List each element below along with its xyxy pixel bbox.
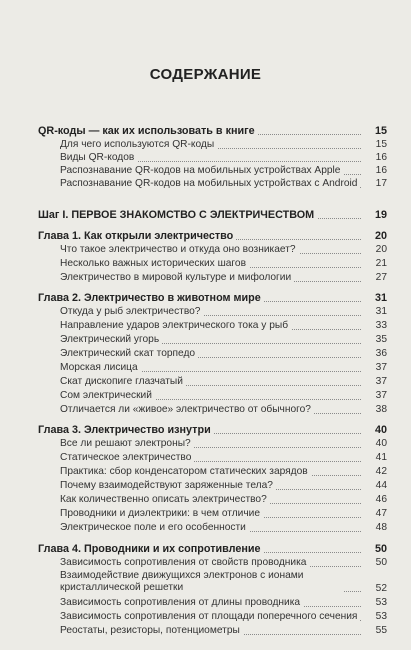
toc-entry-title: Реостаты, резисторы, потенциометры: [60, 624, 243, 638]
toc-entry: [0, 164, 411, 178]
toc-entry: [0, 610, 411, 624]
toc-entry: [0, 138, 411, 152]
toc-entry-title: Глава 4. Проводники и их сопротивление: [38, 542, 264, 556]
toc-entry-title: Электрический угорь: [60, 333, 162, 347]
toc-entry: [0, 465, 411, 479]
toc-entry-title: Все ли решают электроны?: [60, 437, 194, 451]
toc-page-number: 37: [375, 376, 387, 387]
toc-page-number: 52: [375, 583, 387, 594]
toc-entry: [0, 389, 411, 403]
toc-page-number: 36: [375, 348, 387, 359]
toc-page-number: 20: [374, 230, 387, 242]
toc-entry-title: Зависимость сопротивления от площади поперечного сечения: [60, 610, 360, 624]
toc-heading: [0, 208, 411, 222]
toc-heading: [0, 124, 411, 138]
toc-heading: [0, 291, 411, 305]
toc-entry: [0, 271, 411, 285]
toc-entry: [0, 521, 411, 535]
toc-entry: [0, 493, 411, 507]
toc-page-number: 41: [375, 452, 387, 463]
toc-entry: [0, 333, 411, 347]
toc-entry: [0, 556, 411, 570]
toc-page-number: 31: [374, 292, 387, 304]
toc-page-number: 40: [374, 424, 387, 436]
toc-entry-title: Как количественно описать электричество?: [60, 493, 270, 507]
toc-page-number: 37: [375, 362, 387, 373]
toc-heading: [0, 542, 411, 556]
toc-page-number: 37: [375, 390, 387, 401]
toc-page-number: 50: [374, 543, 387, 555]
toc-entry-title: Что такое электричество и откуда оно возникает?: [60, 243, 299, 257]
toc-page-number: 27: [375, 272, 387, 283]
toc-entry-title: QR-коды — как их использовать в книге: [38, 124, 258, 138]
toc-entry-title: Зависимость сопротивления от длины проводника: [60, 596, 303, 610]
toc-entry-title: Откуда у рыб электричество?: [60, 305, 203, 319]
toc-heading: [0, 423, 411, 437]
toc-page-number: 15: [375, 139, 387, 150]
toc-entry-title: Распознавание QR-кодов на мобильных устройствах Apple: [60, 164, 343, 178]
toc-entry-title: Статическое электричество: [60, 451, 194, 465]
toc-entry: [0, 507, 411, 521]
toc-page-number: 44: [375, 480, 387, 491]
toc-entry-title: Направление ударов электрического тока у рыб: [60, 319, 291, 333]
toc-entry-title: Электричество в мировой культуре и мифологии: [60, 271, 294, 285]
toc-page-number: 17: [375, 178, 387, 189]
toc-entry: [0, 437, 411, 451]
toc-entry-title: Для чего используются QR-коды: [60, 138, 217, 152]
toc-entry-title: Глава 1. Как открыли электричество: [38, 229, 236, 243]
toc-entry: [0, 151, 411, 165]
toc-page-number: 20: [375, 244, 387, 255]
toc-page-number: 35: [375, 334, 387, 345]
toc-page-number: 15: [374, 125, 387, 137]
toc-entry: [0, 479, 411, 493]
toc-entry-title: Морская лисица: [60, 361, 141, 375]
toc-page-number: 16: [375, 152, 387, 163]
toc-entry-title: Сом электрический: [60, 389, 155, 403]
toc-entry-title: Отличается ли «живое» электричество от обычного?: [60, 403, 314, 417]
toc-entry: [0, 319, 411, 333]
toc-entry: [0, 361, 411, 375]
toc-entry: [0, 403, 411, 417]
toc-page-number: 33: [375, 320, 387, 331]
toc-page-number: 47: [375, 508, 387, 519]
toc-page-number: 16: [375, 165, 387, 176]
toc-page-number: 55: [375, 625, 387, 636]
toc-entry-title: Практика: сбор конденсатором статических зарядов: [60, 465, 311, 479]
toc-page-number: 48: [375, 522, 387, 533]
toc-entry-title: Проводники и диэлектрики: в чем отличие: [60, 507, 263, 521]
toc-page-number: 53: [375, 611, 387, 622]
page-title: СОДЕРЖАНИЕ: [149, 66, 262, 83]
toc-entry-title: Шаг I. ПЕРВОЕ ЗНАКОМСТВО С ЭЛЕКТРИЧЕСТВОМ: [38, 208, 317, 222]
toc-entry: [0, 624, 411, 638]
toc-entry: [0, 347, 411, 361]
toc-entry: [0, 596, 411, 610]
toc-entry-title: Почему взаимодействуют заряженные тела?: [60, 479, 276, 493]
toc-page-number: 42: [375, 466, 387, 477]
toc-page-number: 31: [375, 306, 387, 317]
toc-page-number: 46: [375, 494, 387, 505]
toc-heading: [0, 229, 411, 243]
toc-entry-title: Глава 2. Электричество в животном мире: [38, 291, 264, 305]
toc-page-number: 53: [375, 597, 387, 608]
toc-entry-title: Распознавание QR-кодов на мобильных устройствах с Android: [60, 177, 360, 191]
toc-entry: [0, 305, 411, 319]
toc-entry-title: Скат дископиге глазчатый: [60, 375, 186, 389]
toc-entry: [0, 257, 411, 271]
toc-entry: [0, 451, 411, 465]
toc-page-number: 38: [375, 404, 387, 415]
toc-page-number: 19: [374, 209, 387, 221]
toc-entry: [0, 177, 411, 191]
toc-entry-title: Электрический скат торпедо: [60, 347, 198, 361]
toc-entry-title: Зависимость сопротивления от свойств проводника: [60, 556, 309, 570]
toc-entry-title: Несколько важных исторических шагов: [60, 257, 249, 271]
toc-entry-title: Взаимодействие движущихся электронов с ионами кристаллической решетки: [60, 570, 343, 594]
toc-entry: [0, 243, 411, 257]
toc-entry-title: Виды QR-кодов: [60, 151, 137, 165]
toc-entry: [0, 375, 411, 389]
toc-entry-title: Электрическое поле и его особенности: [60, 521, 249, 535]
toc-entry-title: Глава 3. Электричество изнутри: [38, 423, 214, 437]
toc-entry: [0, 570, 411, 596]
toc-page-number: 21: [375, 258, 387, 269]
toc-page-number: 40: [375, 438, 387, 449]
toc-page-number: 50: [375, 557, 387, 568]
